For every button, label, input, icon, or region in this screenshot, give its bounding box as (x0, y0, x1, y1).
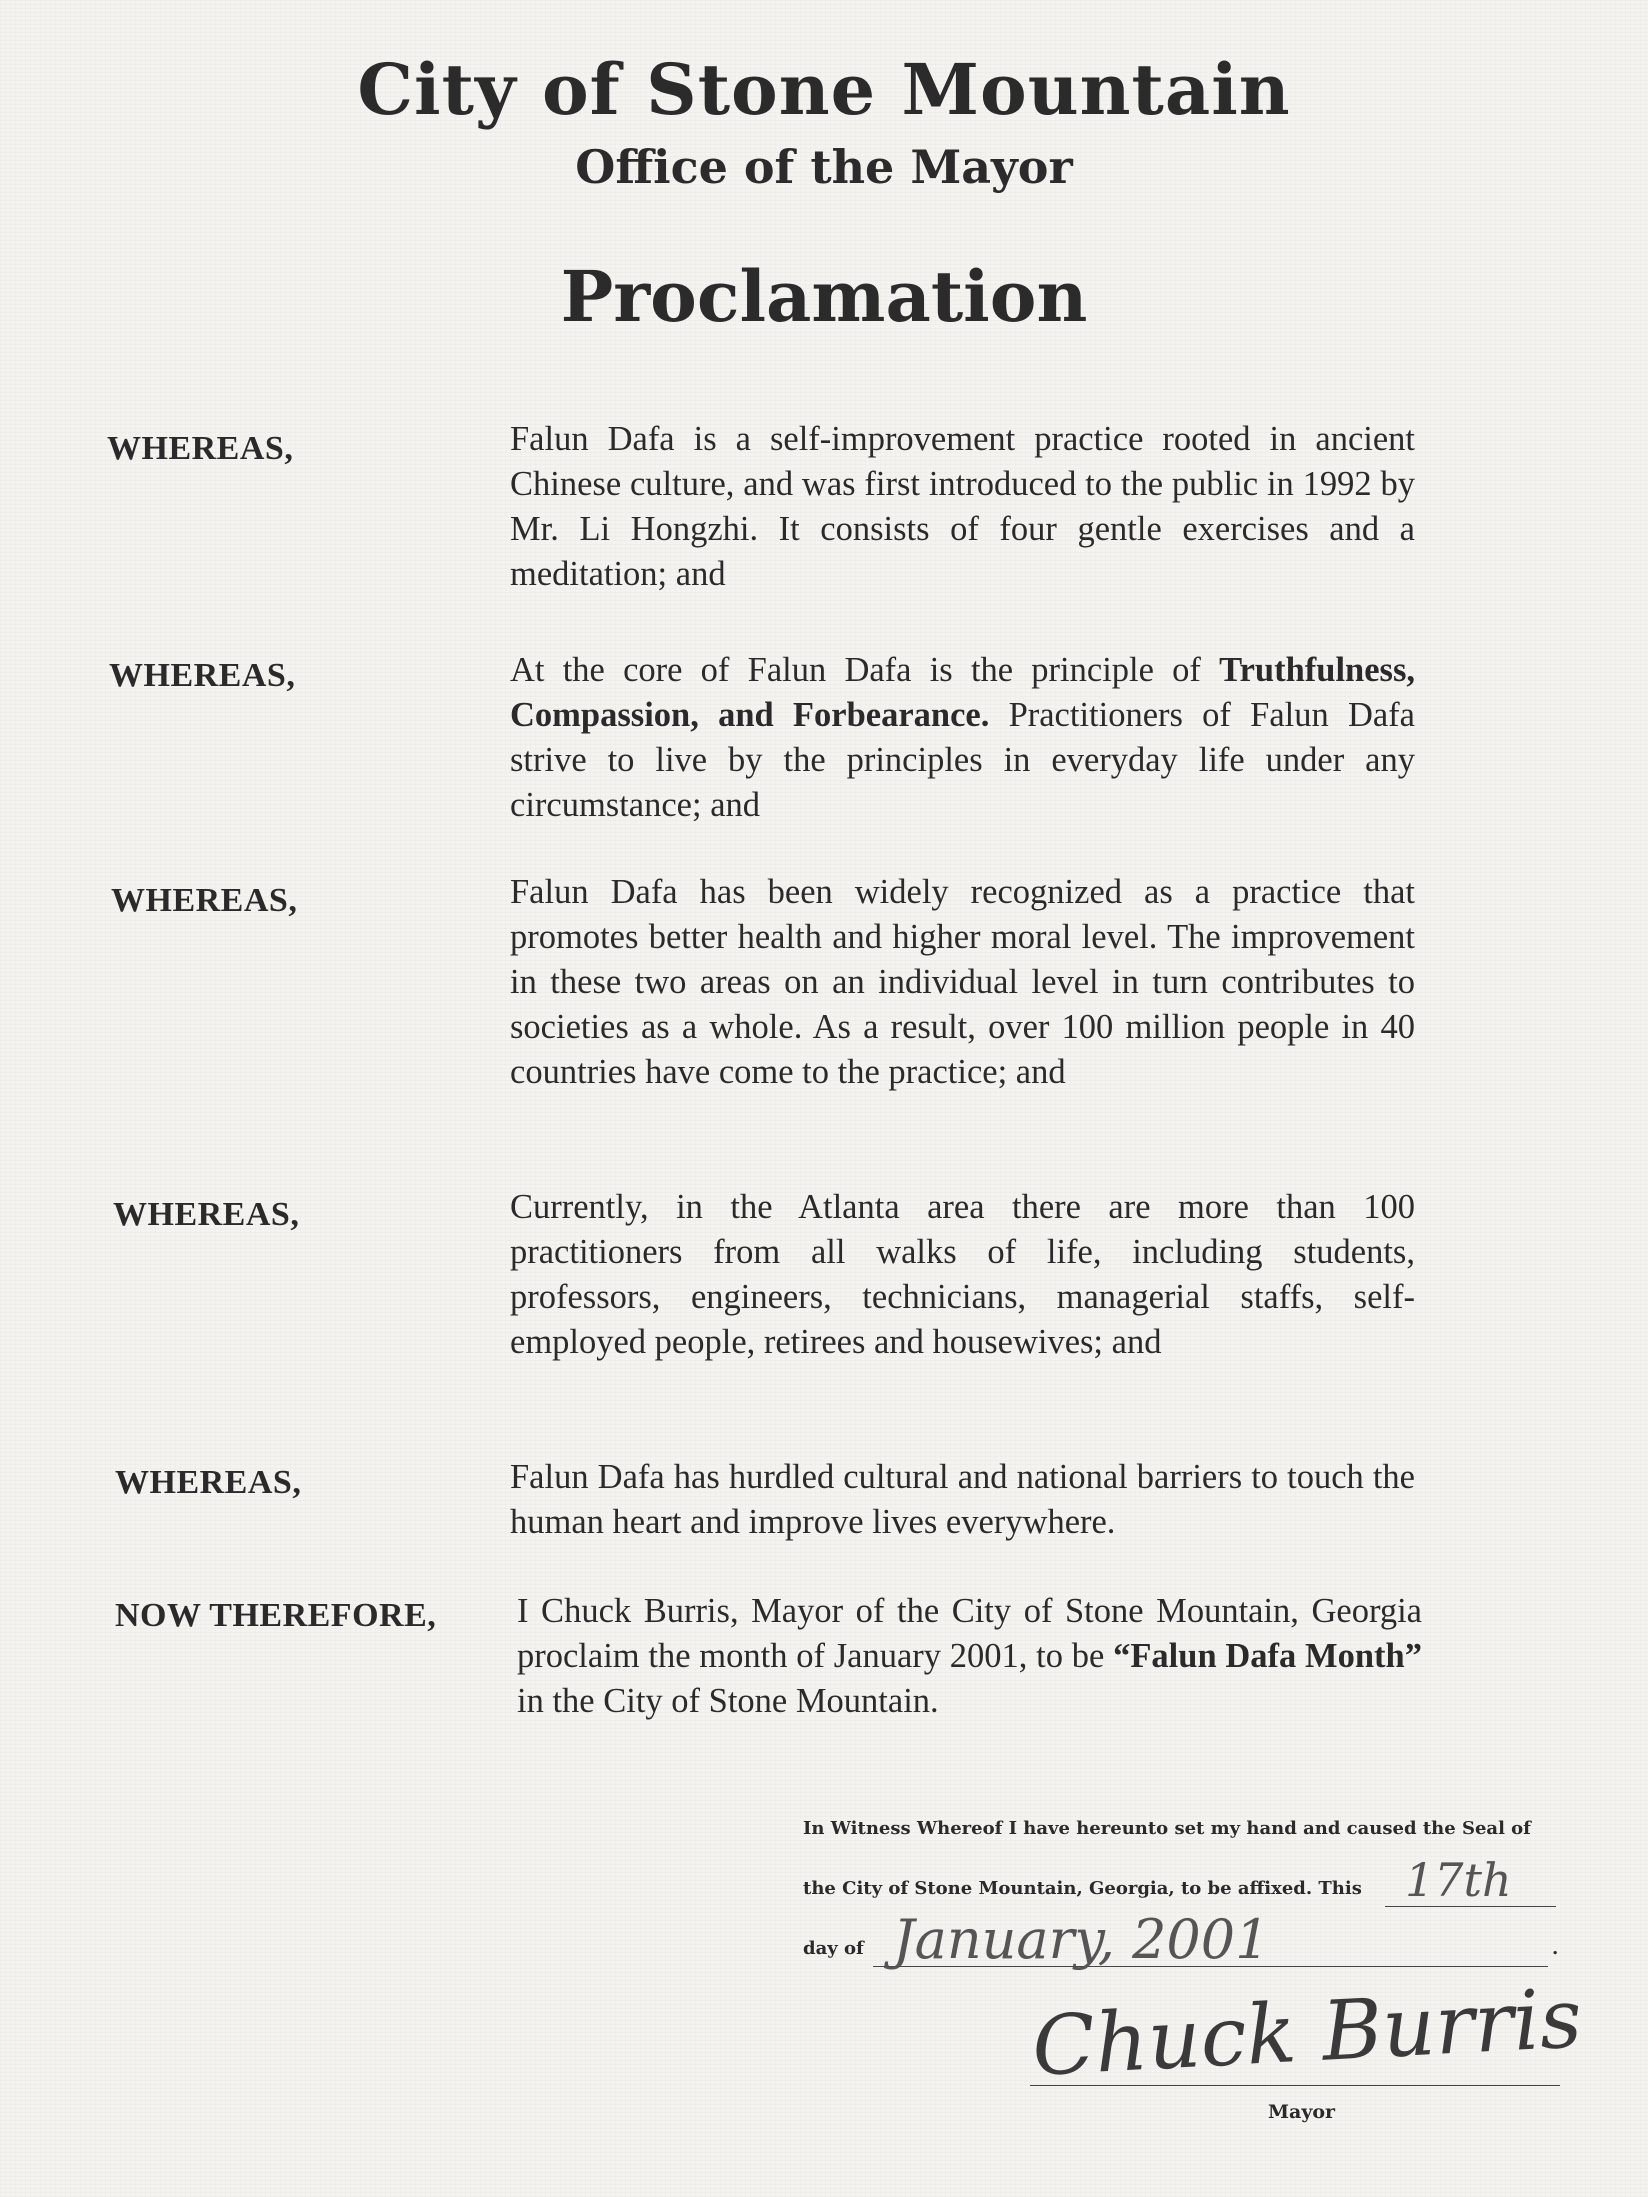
clause-label: WHEREAS, (107, 430, 294, 467)
witness-line-2: the City of Stone Mountain, Georgia, to be affixed. This (803, 1878, 1362, 1899)
day-handwritten: 17th (1405, 1853, 1512, 1907)
falun-dafa-month-bold: “Falun Dafa Month” (1113, 1637, 1422, 1675)
principles-bold-text: Truthfulness, Compassion, and Forbearance. (510, 651, 1416, 734)
office-title: Office of the Mayor (575, 140, 1073, 194)
clause-text-before: At the core of Falun Dafa is the principle of (510, 651, 1201, 689)
signature-line (1030, 2085, 1560, 2086)
now-therefore-label: NOW THEREFORE, (115, 1597, 437, 1634)
witness-line-1: In Witness Whereof I have hereunto set my hand and caused the Seal of (803, 1818, 1531, 1839)
clause-label: WHEREAS, (109, 657, 296, 694)
proclamation-text-after: in the City of Stone Mountain. (517, 1682, 939, 1720)
clause-text (510, 648, 1415, 828)
clause-text: Currently, in the Atlanta area there are more than 100 practitioners from all walks of life, including students, professors, engineers, technicians, managerial staffs, self-employed people, retirees and housewives; and (510, 1188, 1415, 1361)
clause-label: WHEREAS, (115, 1464, 302, 1501)
date-period: . (1552, 1938, 1559, 1959)
clause-label: WHEREAS, (111, 882, 298, 919)
proclamation-title: Proclamation (560, 255, 1088, 338)
mayor-title: Mayor (1268, 2101, 1336, 2123)
date-handwritten: January, 2001 (893, 1908, 1270, 1971)
clause-text: Falun Dafa has been widely recognized as a practice that promotes better health and higher moral level. The improvement in these two areas on an individual level in turn contributes to societies as a whole. As a result, over 100 million people in 40 countries have come to the practice; and (510, 873, 1415, 1091)
mayor-signature: Chuck Burris (1030, 1971, 1585, 2095)
clause-text: Falun Dafa is a self-improvement practice rooted in ancient Chinese culture, and was first introduced to the public in 1992 by Mr. Li Hongzhi. It consists of four gentle exercises and a meditation; and (510, 420, 1415, 593)
city-title: City of Stone Mountain (357, 48, 1291, 131)
witness-line-3: day of (803, 1938, 864, 1959)
clause-label: WHEREAS, (113, 1196, 300, 1233)
clause-text-after: Practitioners of Falun Dafa strive to live by the principles in everyday life under any circumstance; and (510, 696, 1415, 824)
proclamation-text (517, 1589, 1422, 1724)
clause-text: Falun Dafa has hurdled cultural and national barriers to touch the human heart and improve lives everywhere. (510, 1458, 1415, 1541)
proclamation-text-before: I Chuck Burris, Mayor of the City of Stone Mountain, Georgia proclaim the month of January 2001, to be (517, 1592, 1422, 1675)
